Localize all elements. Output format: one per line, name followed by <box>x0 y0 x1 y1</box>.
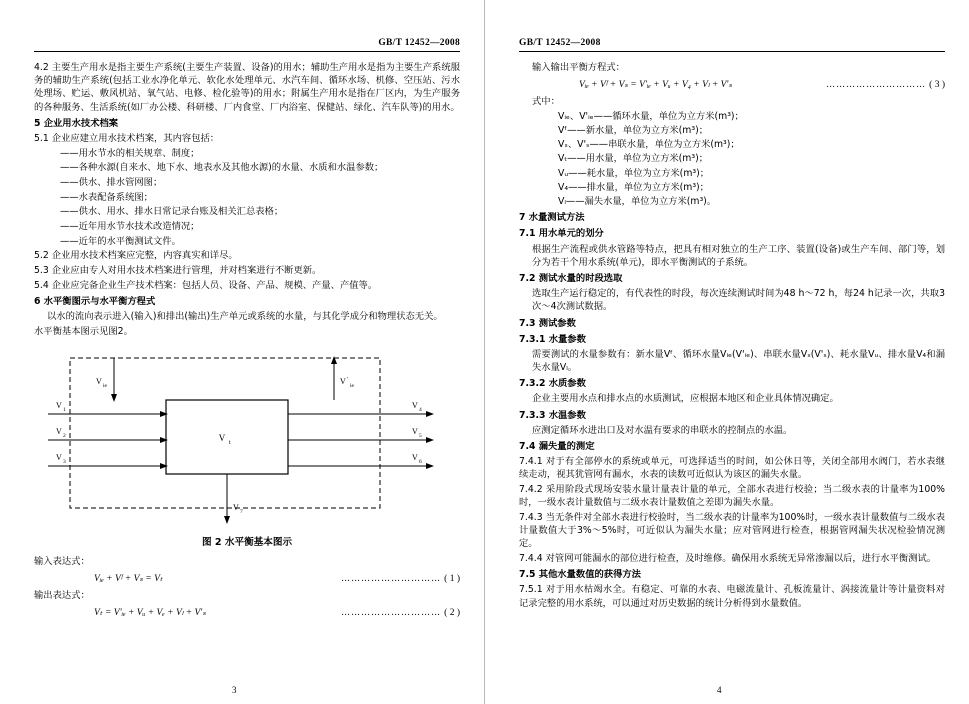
paragraph-7-5-1: 7.5.1 对于用水枯竭水全。有稳定、可靠的水表、电磁流量计、孔板流量计、涡接流量计等计量资料对记录完整的用水系统，可以通过对历史数据的统计分析得到水量数值。 <box>519 584 945 609</box>
left-header-rule <box>34 51 460 52</box>
paragraph-6-b: 水平衡基本图示见图2。 <box>34 325 133 337</box>
equation-3-leader: ………………………… <box>826 80 927 91</box>
variable-item: Vₜ——用水量，单位为立方米(m³)； <box>558 153 708 165</box>
equation-3 <box>519 79 945 90</box>
paragraph-4-2: 4.2 主要生产用水是指主要生产系统(主要生产装置、设备)的用水；辅助生产用水是指为主要生产系统服务的辅助生产系统(包括工业水净化单元、软化水处理单元、水汽车间、循环水场、机修、空压站、污水处理场、贮运、敷风机站、氧气站、电修、检化验等)的用水；附属生产用水是指在厂区内，为生产服务的各种服务、生活系统(如厂办公楼、科研楼、厂内食堂、厂内浴室、保健站、绿化、汽车队等)的用水。 <box>34 62 460 113</box>
svg-text:t: t <box>229 440 231 447</box>
paragraph-7-4-4: 7.4.4 对管网可能漏水的部位进行检查，及时维修。确保用水系统无异常渗漏以后，进行水平衡测试。 <box>519 553 937 564</box>
svg-text:V: V <box>412 401 418 411</box>
paragraph-7-2: 选取生产运行稳定的，有代表性的时段，每次连续测试时间为48 h～72 h，每24 h记录一次，共取3次～4次测试数据。 <box>532 288 945 313</box>
equation-1-leader: ………………………… <box>341 574 442 585</box>
right-page-header: GB/T 12452—2008 <box>519 38 601 48</box>
svg-text:V: V <box>340 377 346 387</box>
paragraph-5-1: 5.1 企业应建立用水技术档案，其内容包括： <box>34 132 220 144</box>
paragraph-5-4: 5.4 企业应完备企业生产技术档案：包括人员、设备、产品、规模、产量、产值等。 <box>34 279 378 291</box>
list-item: ——近年用水节水技术改造情况； <box>60 221 200 233</box>
heading-5: 5 企业用水技术档案 <box>34 117 119 129</box>
svg-text:6: 6 <box>419 459 422 466</box>
equation-3-number: ( 3 ) <box>929 80 945 91</box>
equation-2-number: ( 2 ) <box>444 608 460 619</box>
svg-text:V: V <box>412 427 418 437</box>
svg-text:7: 7 <box>240 509 243 516</box>
list-item: ——各种水源(自来水、地下水、地表水及其他水源)的水量、水质和水温参数； <box>60 162 384 174</box>
svg-text:V: V <box>96 377 102 387</box>
paragraph-5-3: 5.3 企业应由专人对用水技术档案进行管理，并对档案进行不断更新。 <box>34 265 322 277</box>
variable-item: Vᶠ——新水量，单位为立方米(m³)； <box>558 125 709 137</box>
figure-2-water-balance-diagram <box>34 344 460 530</box>
paragraph-5-2: 5.2 企业用水技术档案应完整，内容真实和详尽。 <box>34 250 238 262</box>
paragraph-7-3-2: 企业主要用水点和排水点的水质测试，应根据本地区和企业具体情况确定。 <box>532 393 839 405</box>
list-item: ——近年的水平衡测试文件。 <box>60 235 181 247</box>
right-page <box>485 0 969 704</box>
heading-7-1: 7.1 用水单元的划分 <box>519 228 604 240</box>
heading-7-3-2: 7.3.2 水质参数 <box>519 378 586 390</box>
heading-7-4: 7.4 漏失量的测定 <box>519 441 595 452</box>
paragraph-7-4-3: 7.4.3 当无条件对全部水表进行校验时，当二级水表的计量率为100%时，一级水表计量数值与二级水表计量数值大于3%～5%时，可近似认为漏失水量；应对管网进行检查，根据管网漏失状况检验情况测定。 <box>519 511 945 550</box>
heading-7: 7 水量测试方法 <box>519 212 585 224</box>
paragraph-7-3-3: 应测定循环水进出口及对水温有要求的串联水的控制点的水温。 <box>532 424 793 436</box>
svg-text:ie: ie <box>103 383 107 390</box>
equation-3-body: Vᵢₑ + Vᶠ + Vₛ = V'ᵢₑ + Vᵤ + V₄ + Vₗ + V'ₛ <box>579 80 733 91</box>
list-item: ——供水、排水管网图； <box>60 177 163 188</box>
heading-7-3-3: 7.3.3 水温参数 <box>519 409 586 421</box>
svg-text:V: V <box>56 453 62 463</box>
right-page-number: 4 <box>717 685 722 695</box>
svg-text:V: V <box>56 427 62 437</box>
svg-text:′: ′ <box>347 377 349 384</box>
where-label: 式中： <box>532 96 560 108</box>
equation-1-number: ( 1 ) <box>444 574 460 585</box>
heading-7-5: 7.5 其他水量数值的获得方法 <box>519 569 641 581</box>
svg-text:3: 3 <box>63 459 66 466</box>
variable-item: V₄——排水量，单位为立方米(m³)； <box>558 181 709 193</box>
list-item: ——供水、用水、排水日常记录台账及相关汇总表格； <box>60 206 284 218</box>
svg-text:4: 4 <box>419 407 422 414</box>
heading-7-3: 7.3 测试参数 <box>519 317 576 329</box>
paragraph-7-1: 根据生产流程或供水管路等特点，把具有相对独立的生产工序、装置(设备)或生产车间、部门等，划分为若干个用水系统(单元)，即水平衡测试的子系统。 <box>532 243 945 268</box>
svg-text:ie: ie <box>350 383 354 390</box>
output-expression-label: 输出表达式： <box>34 590 90 602</box>
equation-1 <box>34 573 460 584</box>
list-item: ——用水节水的相关规章、制度； <box>60 147 200 159</box>
paragraph-7-4-2: 7.4.2 采用阶段式现场安装水量计量表计量的单元，全部水表进行校验；当二级水表的计量率为100%时，一级水表计量数值与二级水表计量数值之差即为漏失水量。 <box>519 484 945 509</box>
list-item: ——水表配备系统图； <box>60 191 153 203</box>
water-balance-svg <box>34 344 454 530</box>
variable-list <box>519 110 945 208</box>
input-expression-label: 输入表达式： <box>34 556 90 568</box>
right-header-rule <box>519 51 945 52</box>
left-page-header: GB/T 12452—2008 <box>378 38 460 48</box>
heading-7-2: 7.2 测试水量的时段选取 <box>519 272 623 284</box>
svg-text:V: V <box>218 433 226 444</box>
variable-item: Vₛ、V'ₛ——串联水量，单位为立方米(m³)； <box>558 139 740 151</box>
balance-equation-intro: 输入输出平衡方程式： <box>532 62 625 73</box>
svg-text:5: 5 <box>419 433 422 440</box>
svg-text:V: V <box>412 453 418 463</box>
variable-item: Vᵤ——耗水量，单位为立方米(m³)； <box>558 167 710 179</box>
paragraph-7-4-1: 7.4.1 对于有全部停水的系统或单元，可选择适当的时间，如公休日等，关闭全部用水阀门，若水表继续走动，视其犹管网有漏水，水表的读数可近似认为该区的漏失水量。 <box>519 456 945 481</box>
equation-2-body: Vₜ = V'ᵢₑ + Vᵤ + Vₑ + Vₗ + V'ₛ <box>94 608 206 619</box>
paragraph-7-3-1: 需要测试的水量参数有：新水量Vᶠ、循环水量Vᵢₑ(V'ᵢₑ)、串联水量Vₛ(V'ₛ)、耗水量Vᵤ、排水量V₄和漏失水量Vₗ。 <box>532 348 945 374</box>
heading-7-3-1: 7.3.1 水量参数 <box>519 333 586 345</box>
left-page <box>0 0 484 704</box>
equation-2 <box>34 607 460 618</box>
left-page-number: 3 <box>232 685 237 695</box>
equation-1-body: Vᵢₑ + Vᶠ + Vₛ = Vₜ <box>94 574 163 585</box>
variable-item: Vᵢₑ、V'ᵢₑ——循环水量，单位为立方米(m³)； <box>558 110 744 122</box>
paragraph-6-a: 以水的流向表示进入(输入)和排出(输出)生产单元或系统的水量，与其化学成分和物理状态无关。 <box>47 311 443 323</box>
svg-text:V: V <box>233 503 239 513</box>
svg-text:V: V <box>56 401 62 411</box>
svg-text:1: 1 <box>63 407 66 414</box>
heading-6: 6 水平衡图示与水平衡方程式 <box>34 296 156 307</box>
svg-text:2: 2 <box>63 433 66 440</box>
variable-item: Vₗ——漏失水量，单位为立方米(m³)。 <box>558 196 717 207</box>
figure-2-caption: 图 2 水平衡基本图示 <box>201 537 293 549</box>
equation-2-leader: ………………………… <box>341 608 442 619</box>
